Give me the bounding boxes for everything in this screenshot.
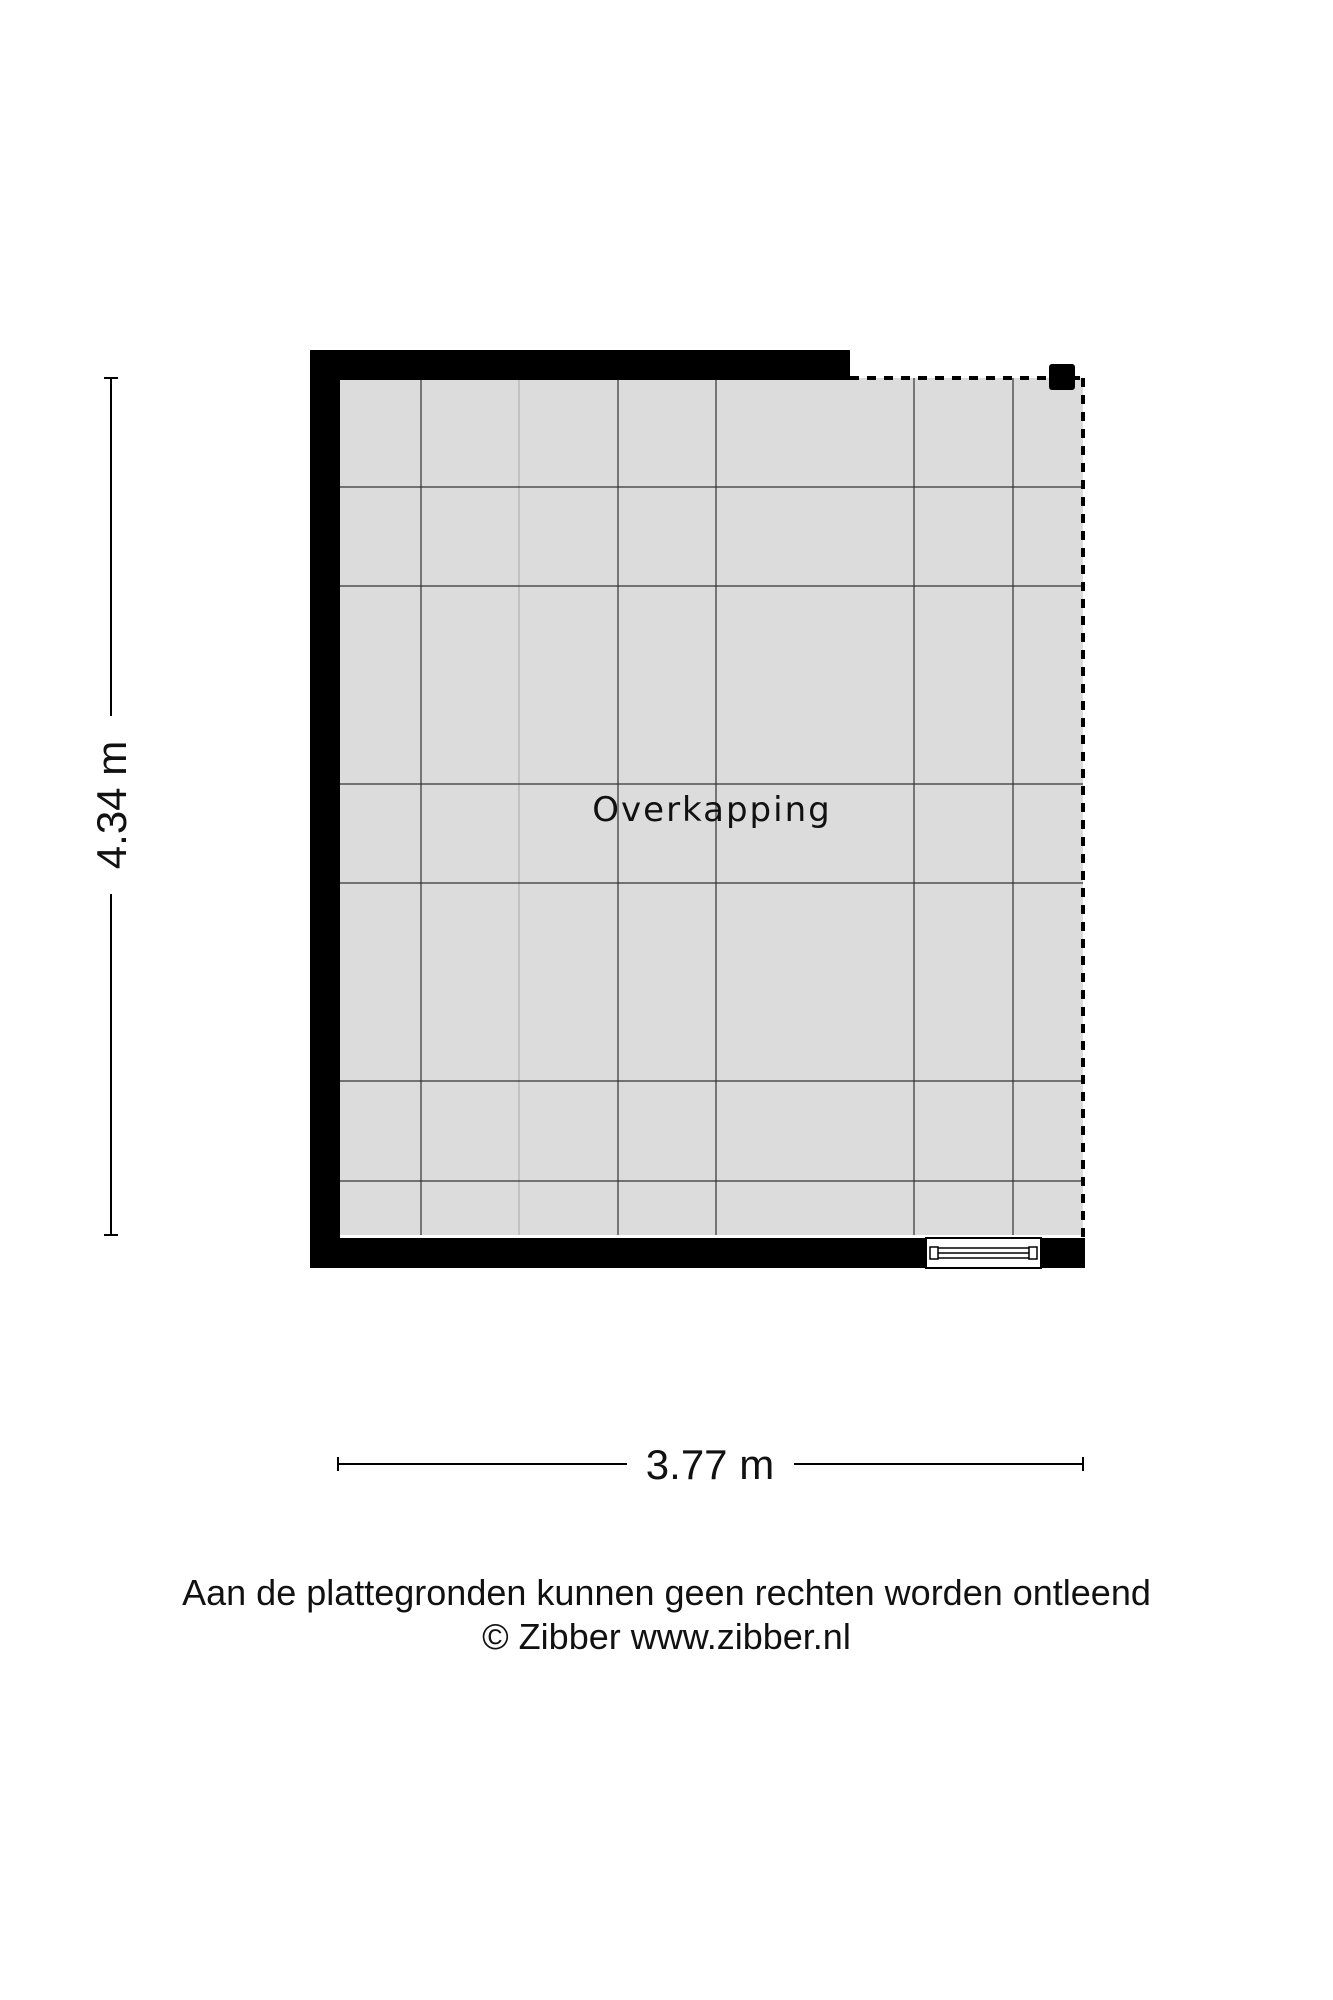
- wall-top: [310, 350, 850, 380]
- copyright-text: © Zibber www.zibber.nl: [482, 1616, 851, 1657]
- width-label: 3.77 m: [645, 1441, 775, 1488]
- room-label: Overkapping: [592, 790, 832, 830]
- column-post: [1049, 364, 1075, 390]
- height-label: 4.34 m: [88, 740, 135, 870]
- wall-bottom: [310, 1238, 926, 1268]
- wall-left: [310, 350, 340, 1268]
- window-symbol: [926, 1238, 1041, 1268]
- wall-bottom-end: [1041, 1238, 1085, 1268]
- disclaimer-text: Aan de plattegronden kunnen geen rechten worden ontleend: [182, 1572, 1151, 1613]
